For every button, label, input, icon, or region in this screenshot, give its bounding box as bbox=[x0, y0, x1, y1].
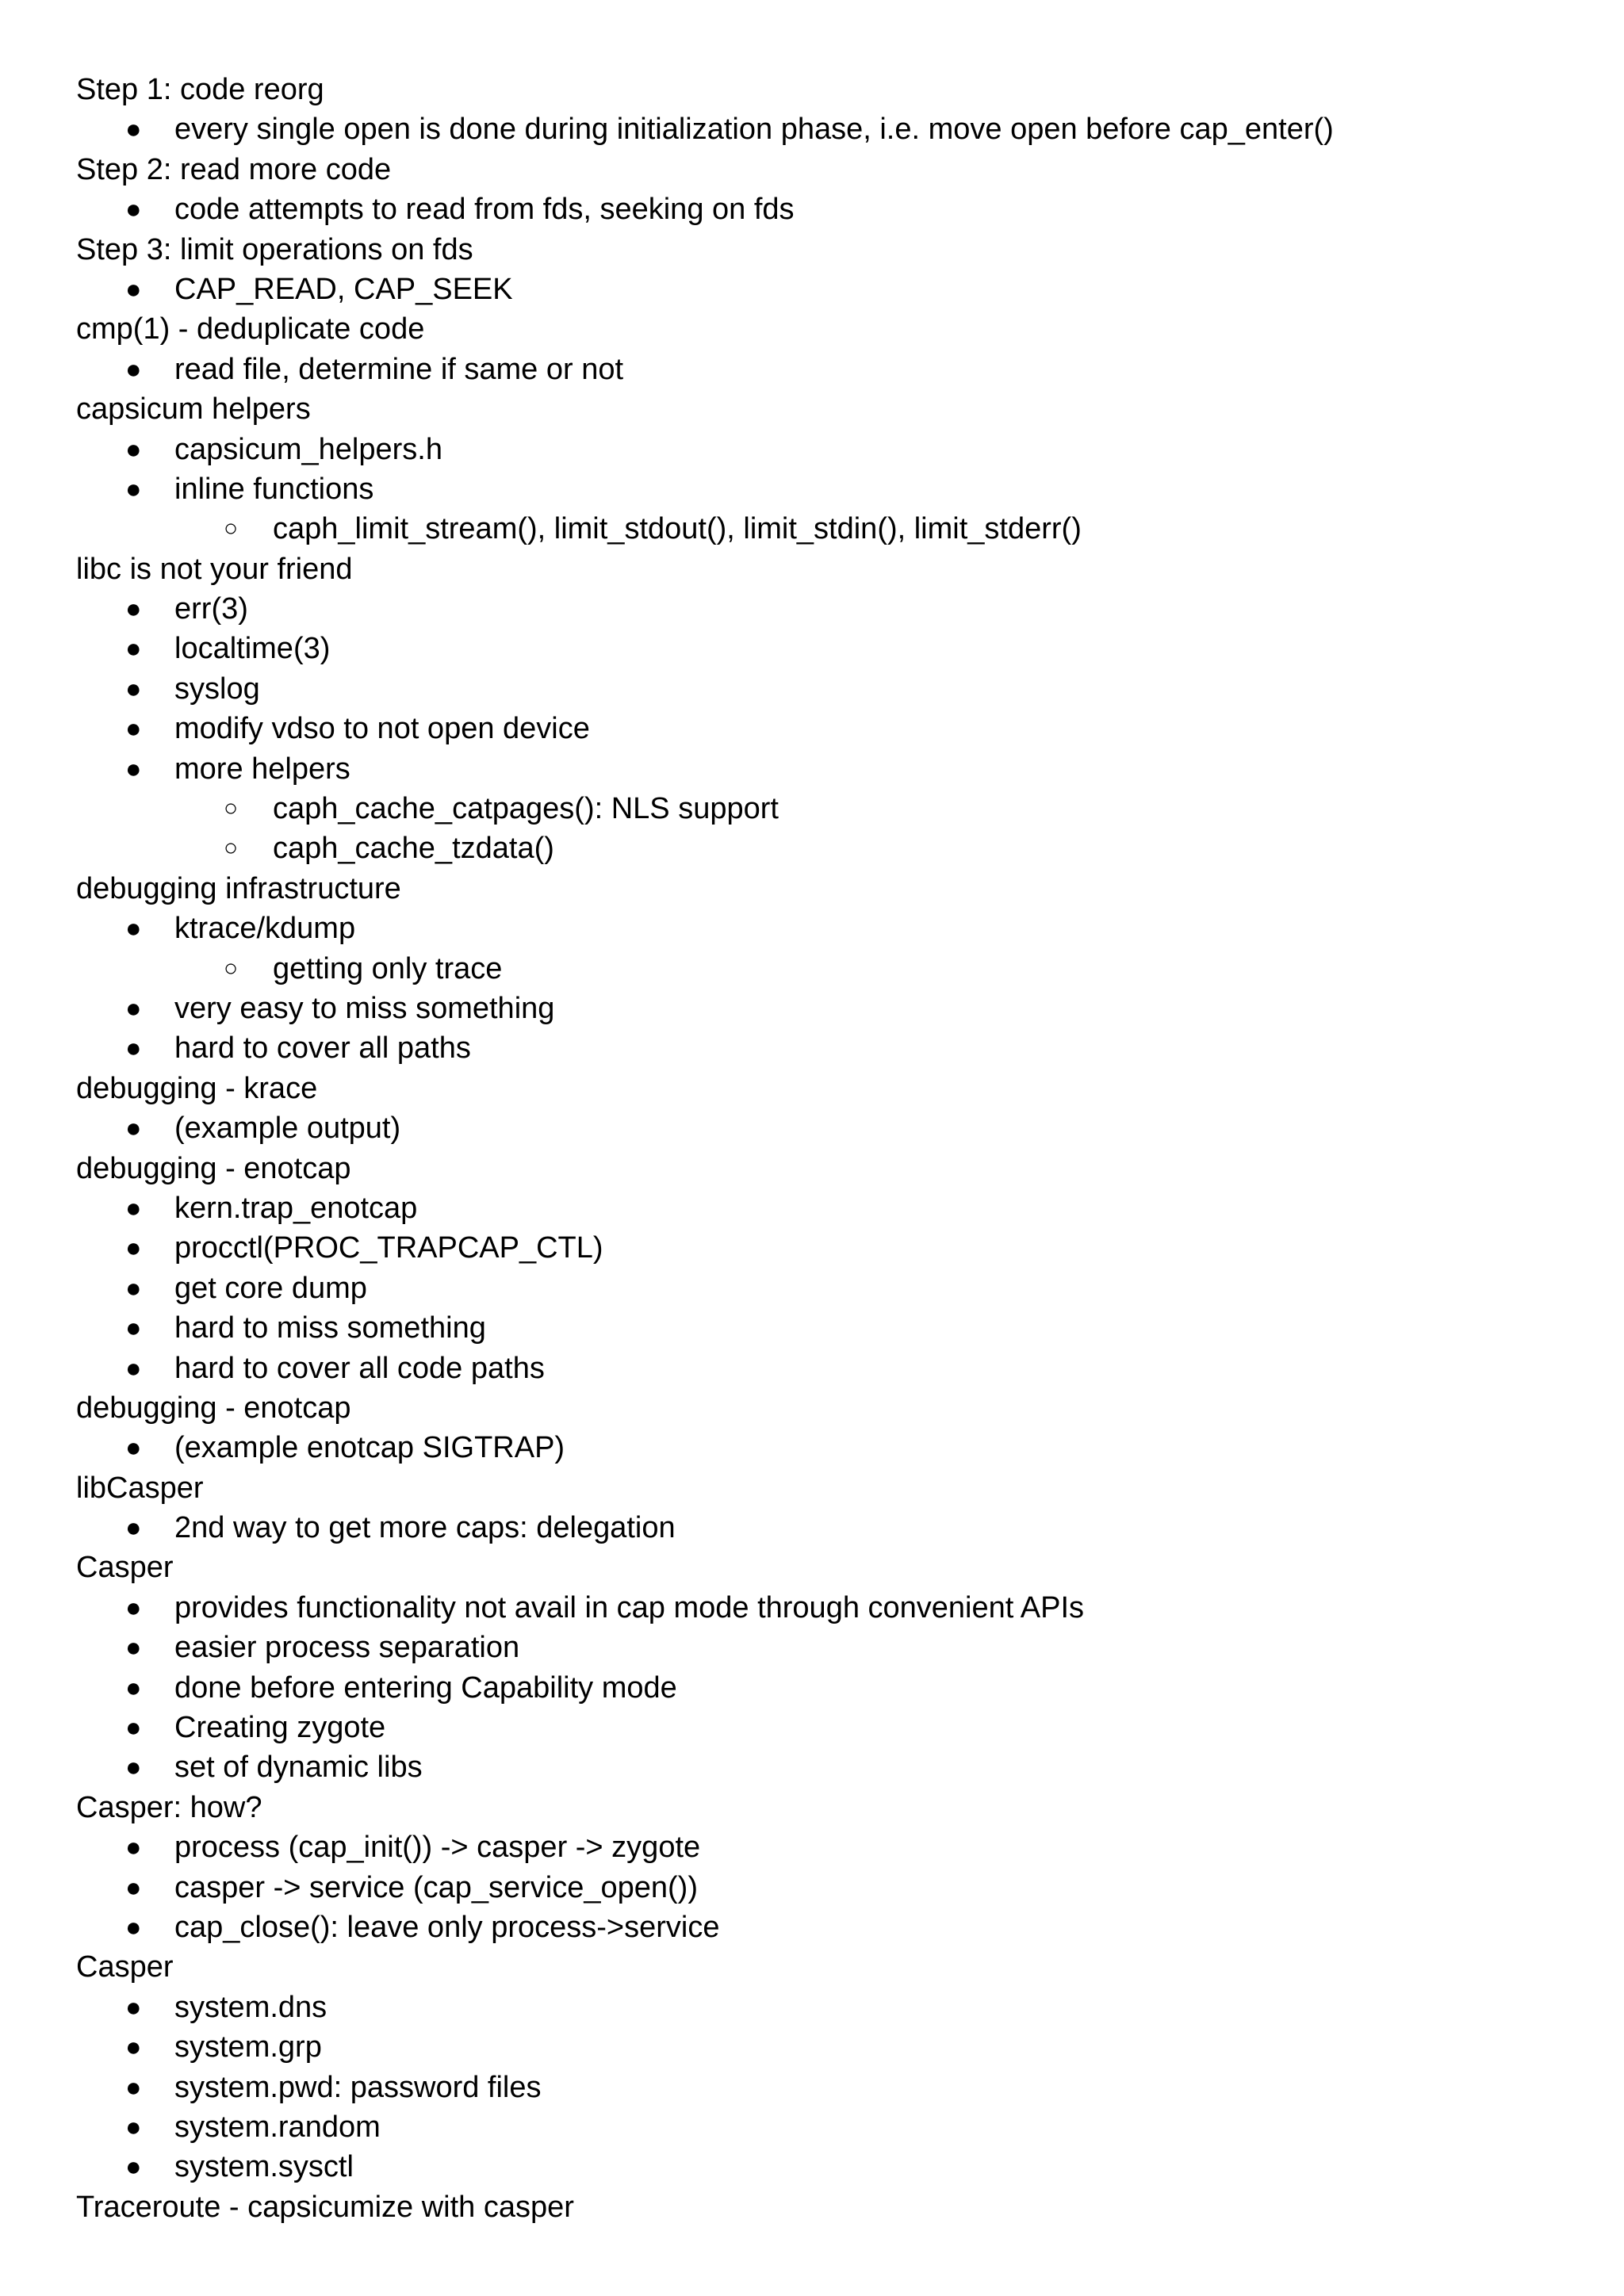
line-text: Creating zygote bbox=[174, 1711, 386, 1745]
bullet-icon: ● bbox=[125, 993, 142, 1024]
line-text: system.pwd: password files bbox=[174, 2070, 542, 2104]
bullet-icon: ● bbox=[125, 673, 142, 704]
list-item bbox=[76, 1668, 1551, 1708]
list-item bbox=[76, 989, 1551, 1028]
document-body bbox=[76, 70, 1551, 2227]
list-item bbox=[76, 589, 1551, 629]
bullet-icon: ● bbox=[125, 1752, 142, 1783]
line-text: Traceroute - capsicumize with casper bbox=[76, 2190, 574, 2224]
bullet-icon: ● bbox=[125, 1632, 142, 1663]
line-text: CAP_READ, CAP_SEEK bbox=[174, 272, 513, 306]
section-heading bbox=[76, 549, 1551, 589]
section-heading bbox=[76, 230, 1551, 270]
bullet-icon: ● bbox=[125, 1672, 142, 1703]
line-text: Casper bbox=[76, 1551, 174, 1585]
list-item bbox=[76, 629, 1551, 668]
list-item bbox=[76, 1588, 1551, 1628]
list-item bbox=[76, 1988, 1551, 2027]
bullet-icon: ● bbox=[125, 1313, 142, 1344]
list-item bbox=[76, 2147, 1551, 2187]
bullet-icon: ● bbox=[125, 1592, 142, 1623]
list-item bbox=[76, 350, 1551, 389]
list-item bbox=[76, 1269, 1551, 1308]
line-text: 2nd way to get more caps: delegation bbox=[174, 1511, 676, 1545]
line-text: Casper: how? bbox=[76, 1790, 262, 1824]
bullet-icon: ● bbox=[125, 354, 142, 385]
bullet-icon: ● bbox=[125, 1192, 142, 1223]
bullet-icon: ● bbox=[125, 1033, 142, 1064]
list-item bbox=[76, 469, 1551, 509]
section-heading bbox=[76, 1468, 1551, 1508]
line-text: set of dynamic libs bbox=[174, 1751, 423, 1785]
line-text: caph_cache_catpages(): NLS support bbox=[273, 792, 779, 826]
line-text: code attempts to read from fds, seeking on fds bbox=[174, 193, 795, 227]
section-heading bbox=[76, 389, 1551, 429]
line-text: ktrace/kdump bbox=[174, 912, 356, 946]
line-text: system.grp bbox=[174, 2030, 322, 2064]
list-item bbox=[76, 909, 1551, 948]
list-item bbox=[76, 1508, 1551, 1548]
line-text: modify vdso to not open device bbox=[174, 712, 590, 746]
line-text: casper -> service (cap_service_open()) bbox=[174, 1870, 698, 1904]
section-heading bbox=[76, 70, 1551, 109]
line-text: debugging - enotcap bbox=[76, 1151, 351, 1185]
line-text: caph_limit_stream(), limit_stdout(), limit_stdin(), limit_stderr() bbox=[273, 512, 1082, 546]
section-heading bbox=[76, 150, 1551, 189]
sub-list-item bbox=[76, 789, 1551, 828]
bullet-icon: ● bbox=[125, 1513, 142, 1544]
section-heading bbox=[76, 1388, 1551, 1428]
sub-list-item bbox=[76, 949, 1551, 989]
list-item bbox=[76, 1908, 1551, 1947]
line-text: libc is not your friend bbox=[76, 552, 353, 586]
line-text: capsicum_helpers.h bbox=[174, 432, 442, 466]
bullet-icon: ● bbox=[125, 1872, 142, 1903]
line-text: hard to miss something bbox=[174, 1311, 486, 1345]
bullet-icon: ● bbox=[125, 1712, 142, 1743]
line-text: cap_close(): leave only process->service bbox=[174, 1910, 720, 1944]
list-item bbox=[76, 430, 1551, 469]
list-item bbox=[76, 270, 1551, 309]
list-item bbox=[76, 749, 1551, 789]
section-heading bbox=[76, 1947, 1551, 1987]
bullet-icon: ● bbox=[125, 2072, 142, 2103]
circle-bullet-icon: ○ bbox=[224, 955, 239, 982]
list-item bbox=[76, 1708, 1551, 1747]
list-item bbox=[76, 669, 1551, 709]
line-text: syslog bbox=[174, 672, 260, 706]
bullet-icon: ● bbox=[125, 714, 142, 744]
line-text: system.dns bbox=[174, 1990, 327, 2024]
line-text: caph_cache_tzdata() bbox=[273, 832, 554, 866]
list-item bbox=[76, 1747, 1551, 1787]
line-text: localtime(3) bbox=[174, 632, 331, 666]
list-item bbox=[76, 109, 1551, 149]
list-item bbox=[76, 2027, 1551, 2067]
circle-bullet-icon: ○ bbox=[224, 515, 239, 542]
list-item bbox=[76, 1628, 1551, 1667]
bullet-icon: ● bbox=[125, 274, 142, 304]
list-item bbox=[76, 2107, 1551, 2147]
bullet-icon: ● bbox=[125, 753, 142, 784]
line-text: cmp(1) - deduplicate code bbox=[76, 312, 425, 346]
line-text: process (cap_init()) -> casper -> zygote bbox=[174, 1831, 701, 1865]
line-text: Step 1: code reorg bbox=[76, 73, 324, 106]
sub-list-item bbox=[76, 828, 1551, 868]
section-heading bbox=[76, 869, 1551, 909]
bullet-icon: ● bbox=[125, 1353, 142, 1383]
bullet-icon: ● bbox=[125, 1113, 142, 1144]
list-item bbox=[76, 1028, 1551, 1068]
list-item bbox=[76, 1428, 1551, 1468]
list-item bbox=[76, 1827, 1551, 1867]
section-heading bbox=[76, 1069, 1551, 1108]
bullet-icon: ● bbox=[125, 2111, 142, 2142]
line-text: Casper bbox=[76, 1950, 174, 1984]
line-text: debugging - enotcap bbox=[76, 1391, 351, 1425]
list-item bbox=[76, 1349, 1551, 1388]
bullet-icon: ● bbox=[125, 1992, 142, 2022]
line-text: more helpers bbox=[174, 752, 350, 786]
circle-bullet-icon: ○ bbox=[224, 795, 239, 822]
section-heading bbox=[76, 2187, 1551, 2227]
line-text: hard to cover all code paths bbox=[174, 1351, 545, 1385]
circle-bullet-icon: ○ bbox=[224, 835, 239, 862]
list-item bbox=[76, 2068, 1551, 2107]
line-text: debugging - krace bbox=[76, 1071, 318, 1105]
line-text: every single open is done during initialization phase, i.e. move open before cap_enter() bbox=[174, 113, 1334, 147]
bullet-icon: ● bbox=[125, 194, 142, 225]
line-text: very easy to miss something bbox=[174, 991, 555, 1025]
line-text: capsicum helpers bbox=[76, 392, 311, 427]
line-text: debugging infrastructure bbox=[76, 871, 401, 905]
line-text: system.sysctl bbox=[174, 2150, 354, 2184]
section-heading bbox=[76, 1788, 1551, 1827]
section-heading bbox=[76, 1149, 1551, 1188]
bullet-icon: ● bbox=[125, 1832, 142, 1863]
line-text: done before entering Capability mode bbox=[174, 1670, 677, 1705]
list-item bbox=[76, 1188, 1551, 1228]
line-text: kern.trap_enotcap bbox=[174, 1191, 418, 1225]
bullet-icon: ● bbox=[125, 114, 142, 145]
line-text: easier process separation bbox=[174, 1631, 520, 1665]
list-item bbox=[76, 1228, 1551, 1268]
line-text: libCasper bbox=[76, 1471, 204, 1505]
bullet-icon: ● bbox=[125, 633, 142, 664]
line-text: hard to cover all paths bbox=[174, 1031, 471, 1066]
bullet-icon: ● bbox=[125, 2032, 142, 2063]
bullet-icon: ● bbox=[125, 1433, 142, 1464]
line-text: (example enotcap SIGTRAP) bbox=[174, 1431, 565, 1465]
list-item bbox=[76, 1308, 1551, 1348]
list-item bbox=[76, 189, 1551, 229]
line-text: get core dump bbox=[174, 1271, 367, 1305]
bullet-icon: ● bbox=[125, 1233, 142, 1264]
sub-list-item bbox=[76, 509, 1551, 549]
line-text: Step 2: read more code bbox=[76, 152, 392, 186]
bullet-icon: ● bbox=[125, 473, 142, 504]
line-text: (example output) bbox=[174, 1112, 401, 1146]
line-text: getting only trace bbox=[273, 951, 503, 985]
line-text: system.random bbox=[174, 2110, 381, 2144]
line-text: read file, determine if same or not bbox=[174, 352, 624, 386]
line-text: Step 3: limit operations on fds bbox=[76, 232, 473, 266]
line-text: inline functions bbox=[174, 472, 374, 506]
bullet-icon: ● bbox=[125, 913, 142, 944]
list-item bbox=[76, 1108, 1551, 1148]
bullet-icon: ● bbox=[125, 434, 142, 465]
bullet-icon: ● bbox=[125, 594, 142, 625]
bullet-icon: ● bbox=[125, 2152, 142, 2183]
list-item bbox=[76, 709, 1551, 748]
line-text: err(3) bbox=[174, 592, 248, 626]
section-heading bbox=[76, 1548, 1551, 1587]
bullet-icon: ● bbox=[125, 1272, 142, 1303]
line-text: provides functionality not avail in cap mode through convenient APIs bbox=[174, 1590, 1085, 1624]
section-heading bbox=[76, 309, 1551, 349]
bullet-icon: ● bbox=[125, 1911, 142, 1942]
line-text: procctl(PROC_TRAPCAP_CTL) bbox=[174, 1231, 603, 1265]
list-item bbox=[76, 1868, 1551, 1908]
